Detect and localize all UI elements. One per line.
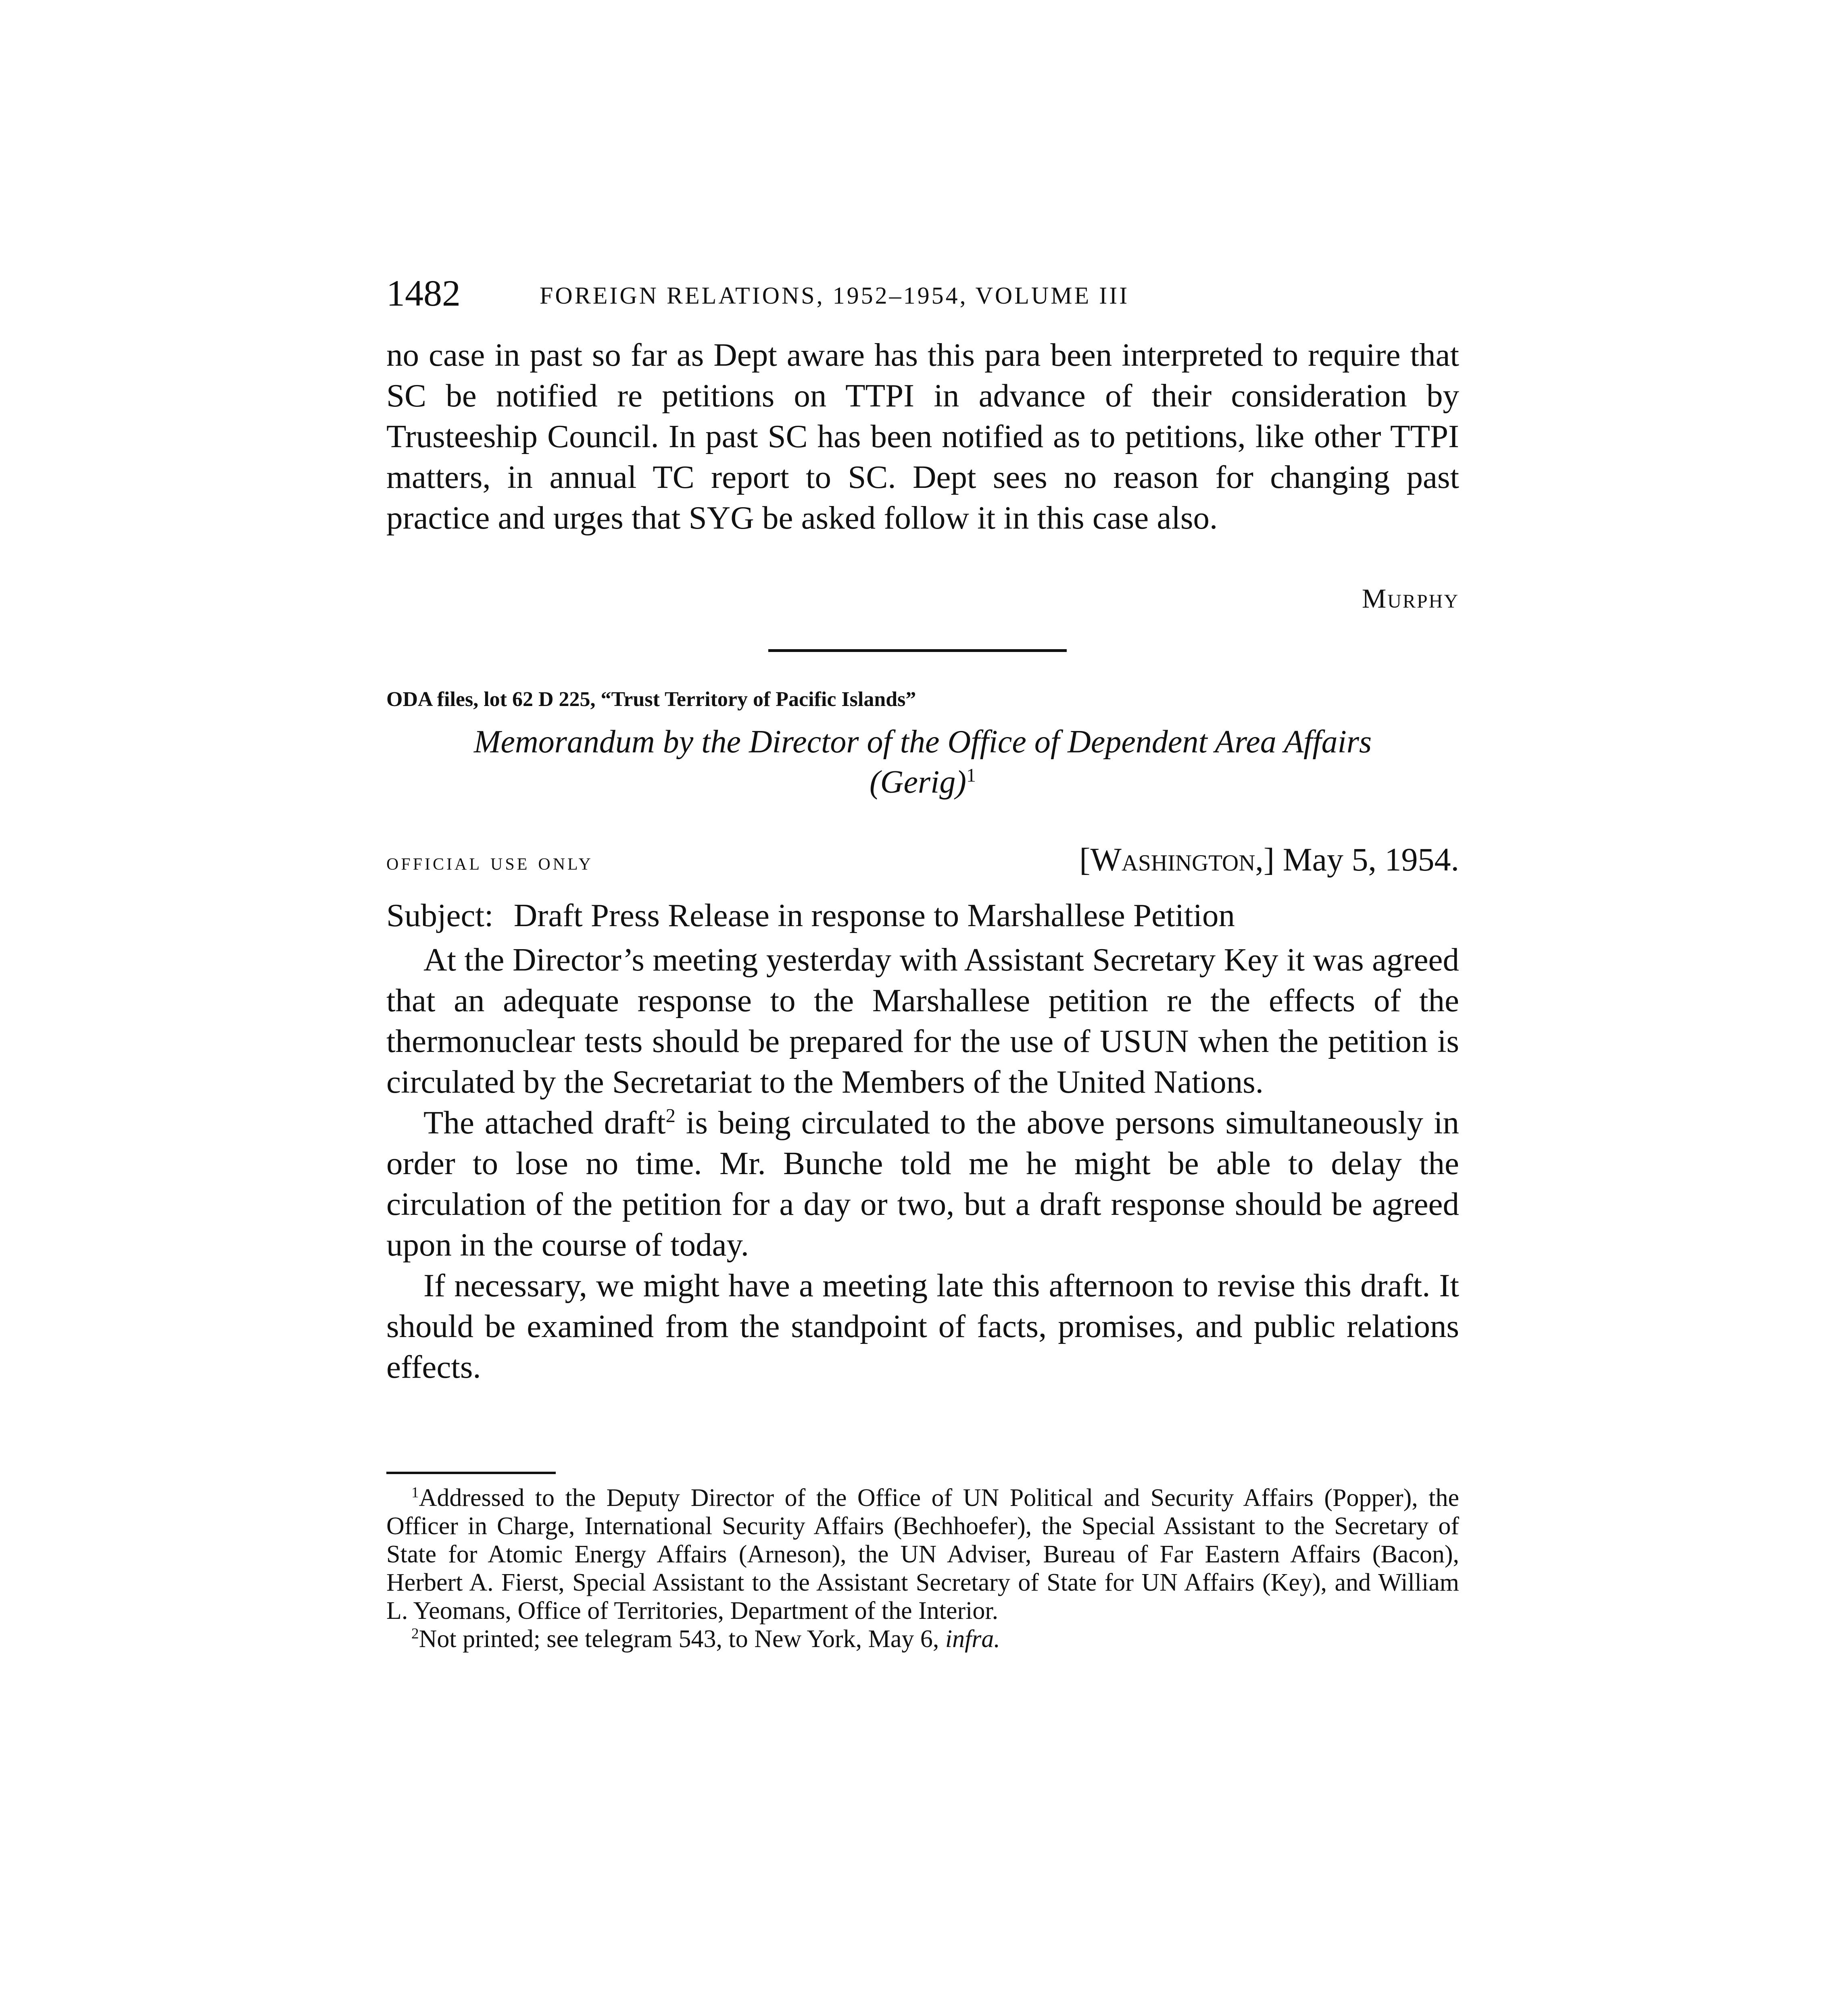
section-divider [768, 649, 1067, 652]
footnote-2-text: Not printed; see telegram 543, to New York, May 6, [419, 1625, 945, 1653]
document-title [386, 722, 1459, 802]
document-title-line1: Memorandum by the Director of the Office of Dependent Area Affairs [473, 724, 1372, 760]
signature: Murphy [1362, 583, 1459, 614]
page-number: 1482 [386, 273, 461, 314]
document-meta [386, 841, 1459, 881]
footnote-2-italic: infra. [945, 1625, 1000, 1653]
footnote-ref-1: 1 [966, 764, 976, 786]
place-date [1079, 841, 1459, 879]
footnote-2 [386, 1625, 1459, 1653]
footnotes [386, 1484, 1459, 1653]
continuation-block [386, 335, 1459, 538]
footnote-1 [386, 1484, 1459, 1625]
date: May 5, 1954. [1274, 841, 1459, 878]
footnote-2-marker: 2 [411, 1625, 419, 1642]
footnote-ref-2: 2 [665, 1105, 676, 1127]
memo-body [386, 939, 1459, 1387]
memo-paragraph-2-before: The attached draft [423, 1104, 666, 1141]
classification-label: official use only [386, 848, 593, 875]
document-title-line2 [386, 762, 1459, 802]
memo-paragraph-3: If necessary, we might have a meeting late this afternoon to revise this draft. It should be examined from the standpoint of facts, promises, and public relations effects. [386, 1267, 1459, 1385]
page-header [386, 271, 1459, 315]
memo-paragraph-2 [386, 1102, 1459, 1265]
document-title-author: (Gerig) [870, 764, 966, 800]
continuation-paragraph: no case in past so far as Dept aware has this para been interpreted to require that SC be notified re petitions on TTPI in advance of their consideration by Trusteeship Council. In past SC has been notified as to petitions, like other TTPI matters, in annual TC report to SC. Dept sees no reason for changing past practice and urges that SYG be asked follow it in this case also. [386, 337, 1459, 536]
source-citation: ODA files, lot 62 D 225, “Trust Territory of Pacific Islands” [386, 688, 916, 711]
memo-paragraph-2-after: is being circulated to the above persons simultaneously in order to lose no time. Mr. Bunche told me he might be able to delay the circulation of the petition for a day or two, but a draft response should be agreed upon in the course of today. [386, 1104, 1459, 1263]
footnote-1-text: Addressed to the Deputy Director of the Office of UN Political and Security Affairs (Popper), the Officer in Charge, International Security Affairs (Bechhoefer), the Special Assistant to the Secretary of State for Atomic Energy Affairs (Arneson), the UN Adviser, Bureau of Far Eastern Affairs (Bacon), Herbert A. Fierst, Special Assistant to the Assistant Secretary of State for UN Affairs (Key), and William L. Yeomans, Office of Territories, Department of the Interior. [386, 1484, 1459, 1624]
place: Washington [1090, 841, 1255, 878]
subject-label: Subject: [386, 897, 494, 933]
place-bracket-open: [ [1079, 841, 1091, 878]
running-head: FOREIGN RELATIONS, 1952–1954, VOLUME III [540, 282, 1130, 309]
footnote-1-marker: 1 [411, 1484, 419, 1501]
memo-paragraph-1: At the Director’s meeting yesterday with Assistant Secretary Key it was agreed that an adequate response to the Marshallese petition re the effects of the thermonuclear tests should be prepared for the use of USUN when the petition is circulated by the Secretariat to the Members of the United Nations. [386, 941, 1459, 1100]
place-bracket-close: ,] [1255, 841, 1275, 878]
subject-line [386, 895, 1459, 935]
footnote-divider [386, 1472, 556, 1474]
subject-text: Draft Press Release in response to Marshallese Petition [513, 897, 1235, 933]
